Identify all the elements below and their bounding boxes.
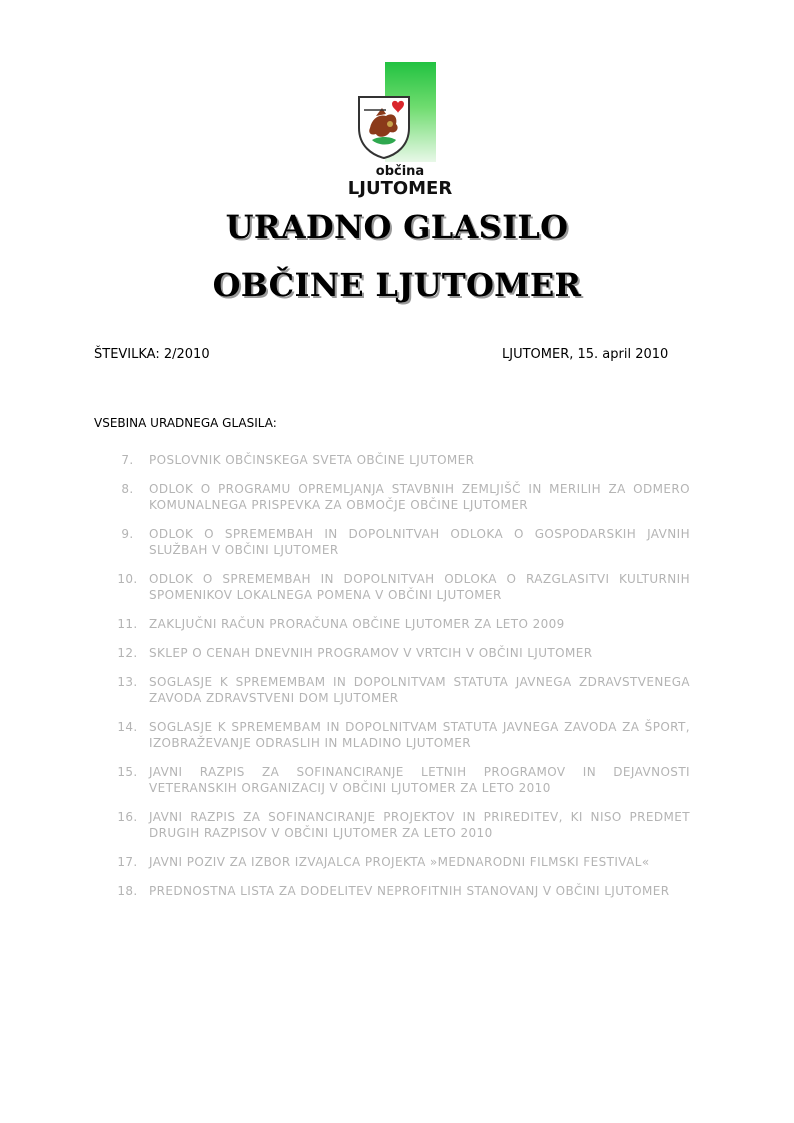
- toc-item-title: ZAKLJUČNI RAČUN PRORAČUNA OBČINE LJUTOMER ZA LETO 2009: [149, 617, 565, 631]
- toc-item-title: PREDNOSTNA LISTA ZA DODELITEV NEPROFITNIH STANOVANJ V OBČINI LJUTOMER: [149, 884, 670, 898]
- coat-of-arms-icon: [356, 94, 412, 160]
- document-title-line1: URADNO GLASILO: [225, 208, 569, 246]
- toc-item-title: SOGLASJE K SPREMEMBAM IN DOPOLNITVAM STATUTA JAVNEGA ZDRAVSTVENEGA ZAVODA ZDRAVSTVENI DOM LJUTOMER: [149, 675, 690, 705]
- toc-item-number: 8.: [121, 482, 134, 496]
- toc-item: [106, 481, 690, 513]
- toc-item-number: 13.: [117, 675, 138, 689]
- toc-item-title: JAVNI POZIV ZA IZBOR IZVAJALCA PROJEKTA »MEDNARODNI FILMSKI FESTIVAL«: [149, 855, 650, 869]
- toc-item-number: 10.: [117, 572, 138, 586]
- logo-word-ljutomer: LJUTOMER: [347, 178, 453, 199]
- issue-number: ŠTEVILKA: 2/2010: [94, 347, 210, 362]
- toc-item-title: SOGLASJE K SPREMEMBAM IN DOPOLNITVAM STATUTA JAVNEGA ZAVODA ZA ŠPORT, IZOBRAŽEVANJE ODRASLIH IN MLADINO LJUTOMER: [149, 720, 690, 750]
- toc-item: [106, 645, 690, 661]
- toc-item: [106, 452, 690, 468]
- toc-item-number: 18.: [117, 884, 138, 898]
- toc-item-number: 9.: [121, 527, 134, 541]
- toc-item: [106, 764, 690, 796]
- toc-item-title: JAVNI RAZPIS ZA SOFINANCIRANJE PROJEKTOV IN PRIREDITEV, KI NISO PREDMET DRUGIH RAZPISOV V OBČINI LJUTOMER ZA LETO 2010: [149, 810, 690, 840]
- document-title-line2: OBČINE LJUTOMER: [212, 266, 582, 304]
- toc-item-number: 7.: [121, 453, 134, 467]
- toc-item: [106, 883, 690, 899]
- toc-item-number: 11.: [117, 617, 138, 631]
- toc-item-number: 15.: [117, 765, 138, 779]
- toc-item-number: 16.: [117, 810, 138, 824]
- contents-heading: VSEBINA URADNEGA GLASILA:: [94, 416, 277, 430]
- place-and-date: LJUTOMER, 15. april 2010: [502, 347, 669, 362]
- toc-item-title: POSLOVNIK OBČINSKEGA SVETA OBČINE LJUTOMER: [149, 453, 475, 467]
- toc-item-number: 12.: [117, 646, 138, 660]
- toc-item-title: SKLEP O CENAH DNEVNIH PROGRAMOV V VRTCIH V OBČINI LJUTOMER: [149, 646, 593, 660]
- table-of-contents: [106, 452, 690, 912]
- toc-item-title: ODLOK O PROGRAMU OPREMLJANJA STAVBNIH ZEMLJIŠČ IN MERILIH ZA ODMERO KOMUNALNEGA PRISPEVKA ZA OBMOČJE OBČINE LJUTOMER: [149, 482, 690, 512]
- toc-item: [106, 616, 690, 632]
- logo-word-obcina: občina: [375, 164, 425, 179]
- municipality-logo: [330, 60, 470, 202]
- toc-item: [106, 526, 690, 558]
- toc-item-number: 17.: [117, 855, 138, 869]
- toc-item-number: 14.: [117, 720, 138, 734]
- toc-item: [106, 854, 690, 870]
- toc-item: [106, 674, 690, 706]
- toc-item-title: JAVNI RAZPIS ZA SOFINANCIRANJE LETNIH PROGRAMOV IN DEJAVNOSTI VETERANSKIH ORGANIZACIJ V OBČINI LJUTOMER ZA LETO 2010: [149, 765, 690, 795]
- toc-item-title: ODLOK O SPREMEMBAH IN DOPOLNITVAH ODLOKA O RAZGLASITVI KULTURNIH SPOMENIKOV LOKALNEGA POMENA V OBČINI LJUTOMER: [149, 572, 690, 602]
- toc-item: [106, 809, 690, 841]
- toc-item-title: ODLOK O SPREMEMBAH IN DOPOLNITVAH ODLOKA O GOSPODARSKIH JAVNIH SLUŽBAH V OBČINI LJUTOMER: [149, 527, 690, 557]
- toc-item: [106, 571, 690, 603]
- toc-item: [106, 719, 690, 751]
